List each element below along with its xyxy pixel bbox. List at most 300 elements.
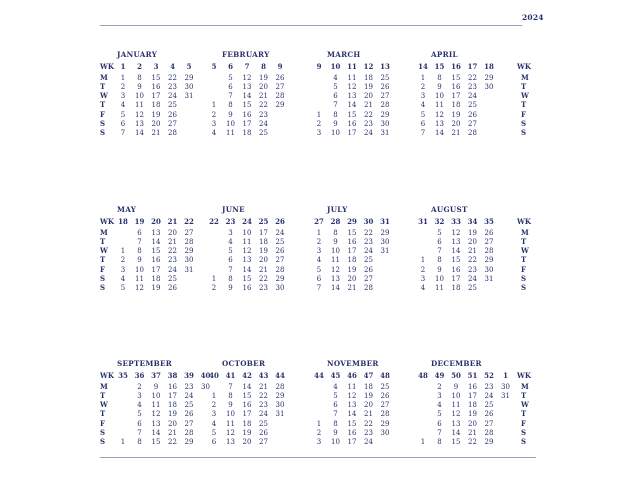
day-number: 9 bbox=[228, 110, 233, 119]
day-number: 26 bbox=[484, 228, 494, 237]
week-number: 31 bbox=[418, 217, 428, 226]
day-number: 28 bbox=[184, 429, 194, 437]
week-column-label: WK bbox=[100, 62, 114, 71]
year-label: 2024 bbox=[522, 13, 544, 22]
day-number: 5 bbox=[333, 391, 338, 400]
day-number: 25 bbox=[259, 419, 268, 428]
day-number: 23 bbox=[259, 401, 268, 410]
day-number: 4 bbox=[120, 275, 126, 283]
day-number: 13 bbox=[347, 92, 357, 101]
week-column-label: WK bbox=[517, 217, 531, 226]
month-title: NOVEMBER bbox=[327, 359, 379, 368]
month-title: AUGUST bbox=[431, 205, 468, 214]
day-number: 21 bbox=[347, 284, 357, 293]
day-number: 4 bbox=[211, 129, 217, 138]
weekday-label: T bbox=[521, 390, 527, 400]
week-number: 11 bbox=[347, 62, 357, 71]
day-number: 2 bbox=[316, 429, 322, 437]
day-number: 14 bbox=[242, 382, 252, 391]
weekday-label: M bbox=[521, 227, 529, 237]
day-number: 24 bbox=[259, 410, 268, 419]
day-number: 15 bbox=[451, 438, 461, 447]
week-column-label: WK bbox=[517, 371, 531, 380]
month-june bbox=[205, 205, 309, 305]
week-number: 41 bbox=[225, 371, 236, 380]
day-number: 27 bbox=[364, 275, 373, 283]
week-column-label: WK bbox=[100, 371, 114, 380]
day-number: 4 bbox=[333, 382, 338, 391]
day-number: 22 bbox=[259, 101, 268, 110]
day-number: 13 bbox=[451, 419, 461, 428]
day-number: 12 bbox=[451, 228, 461, 237]
day-number: 28 bbox=[364, 284, 373, 293]
weekday-label: M bbox=[100, 381, 108, 391]
day-number: 25 bbox=[275, 237, 285, 246]
weekday-label: T bbox=[100, 81, 106, 91]
day-number: 26 bbox=[468, 110, 477, 119]
day-number: 12 bbox=[451, 410, 461, 419]
day-number: 18 bbox=[242, 419, 252, 428]
day-number: 10 bbox=[135, 92, 144, 101]
day-number: 23 bbox=[259, 284, 268, 293]
day-number: 23 bbox=[168, 256, 177, 265]
day-number: 15 bbox=[151, 247, 161, 256]
day-number: 26 bbox=[168, 284, 177, 293]
week-number: 9 bbox=[277, 62, 283, 71]
day-number: 28 bbox=[168, 129, 177, 138]
day-number: 13 bbox=[135, 120, 144, 128]
day-number: 18 bbox=[451, 101, 461, 110]
weekday-label: S bbox=[100, 283, 106, 293]
day-number: 17 bbox=[347, 247, 357, 256]
day-number: 12 bbox=[242, 247, 252, 256]
day-number: 25 bbox=[364, 256, 373, 265]
day-number: 9 bbox=[437, 82, 442, 91]
day-number: 4 bbox=[420, 101, 426, 110]
day-number: 13 bbox=[242, 256, 252, 265]
month-title: OCTOBER bbox=[222, 359, 266, 368]
day-number: 30 bbox=[484, 82, 494, 91]
day-number: 10 bbox=[451, 391, 461, 400]
day-number: 10 bbox=[226, 410, 235, 419]
day-number: 23 bbox=[468, 265, 477, 274]
day-number: 29 bbox=[380, 228, 390, 237]
week-number: 49 bbox=[434, 371, 445, 380]
day-number: 19 bbox=[364, 82, 373, 91]
day-number: 15 bbox=[151, 73, 161, 82]
month-july bbox=[310, 205, 414, 305]
day-number: 29 bbox=[484, 73, 494, 82]
weekday-label: W bbox=[100, 91, 108, 101]
day-number: 23 bbox=[364, 120, 373, 128]
day-number: 15 bbox=[242, 275, 252, 283]
weekday-label: W bbox=[521, 400, 529, 410]
day-number: 6 bbox=[228, 82, 233, 91]
day-number: 31 bbox=[501, 391, 510, 400]
day-number: 12 bbox=[135, 284, 144, 293]
day-number: 19 bbox=[468, 228, 477, 237]
week-number: 12 bbox=[363, 62, 374, 71]
day-number: 16 bbox=[242, 401, 252, 410]
day-number: 11 bbox=[347, 382, 357, 391]
day-number: 30 bbox=[184, 256, 194, 265]
week-number: 15 bbox=[434, 62, 445, 71]
day-number: 29 bbox=[484, 256, 494, 265]
day-number: 11 bbox=[435, 284, 444, 293]
day-number: 3 bbox=[316, 129, 322, 138]
day-number: 26 bbox=[380, 391, 390, 400]
day-number: 31 bbox=[484, 275, 494, 283]
day-number: 19 bbox=[468, 410, 477, 419]
day-number: 13 bbox=[331, 275, 340, 283]
day-number: 22 bbox=[364, 228, 373, 237]
day-number: 5 bbox=[437, 228, 442, 237]
weekday-label: S bbox=[100, 274, 106, 283]
day-number: 27 bbox=[380, 92, 390, 101]
week-number: 35 bbox=[118, 371, 128, 380]
week-number: 38 bbox=[167, 371, 178, 380]
weekday-label: M bbox=[521, 72, 529, 82]
day-number: 9 bbox=[153, 382, 159, 391]
day-number: 8 bbox=[333, 228, 338, 237]
day-number: 16 bbox=[347, 237, 357, 246]
day-number: 21 bbox=[168, 237, 177, 246]
day-number: 17 bbox=[242, 410, 252, 419]
week-number: 20 bbox=[151, 217, 161, 226]
weekday-label: S bbox=[521, 274, 527, 283]
month-october bbox=[205, 359, 309, 459]
day-number: 27 bbox=[484, 419, 494, 428]
day-number: 1 bbox=[420, 438, 426, 447]
day-number: 25 bbox=[380, 73, 390, 82]
day-number: 3 bbox=[120, 265, 126, 274]
day-number: 1 bbox=[316, 419, 322, 428]
day-number: 29 bbox=[275, 275, 285, 283]
day-number: 7 bbox=[437, 247, 442, 256]
day-number: 27 bbox=[484, 237, 494, 246]
week-number: 9 bbox=[316, 62, 322, 71]
day-number: 30 bbox=[380, 120, 390, 128]
day-number: 26 bbox=[275, 247, 285, 256]
day-number: 10 bbox=[331, 438, 340, 447]
day-number: 15 bbox=[242, 101, 252, 110]
day-number: 10 bbox=[331, 247, 340, 256]
day-number: 10 bbox=[435, 275, 444, 283]
week-number: 25 bbox=[258, 217, 269, 226]
day-number: 30 bbox=[201, 382, 210, 391]
day-number: 18 bbox=[151, 101, 161, 110]
month-title: MARCH bbox=[327, 50, 361, 59]
day-number: 19 bbox=[151, 284, 161, 293]
day-number: 16 bbox=[347, 429, 357, 437]
day-number: 6 bbox=[333, 401, 338, 410]
day-number: 27 bbox=[380, 401, 390, 410]
week-number: 18 bbox=[484, 62, 494, 71]
day-number: 17 bbox=[451, 275, 461, 283]
day-number: 24 bbox=[364, 438, 373, 447]
day-number: 28 bbox=[484, 247, 494, 256]
day-number: 3 bbox=[316, 247, 322, 256]
day-number: 21 bbox=[259, 265, 268, 274]
day-number: 25 bbox=[484, 401, 494, 410]
day-number: 8 bbox=[333, 110, 338, 119]
day-number: 25 bbox=[168, 101, 177, 110]
day-number: 8 bbox=[228, 391, 233, 400]
week-column-label: WK bbox=[100, 217, 114, 226]
day-number: 20 bbox=[364, 92, 373, 101]
day-number: 13 bbox=[451, 237, 461, 246]
day-number: 29 bbox=[380, 110, 390, 119]
day-number: 24 bbox=[259, 120, 268, 128]
week-number: 10 bbox=[330, 62, 341, 71]
day-number: 23 bbox=[184, 382, 194, 391]
day-number: 21 bbox=[468, 247, 477, 256]
day-number: 14 bbox=[435, 129, 444, 138]
day-number: 16 bbox=[451, 82, 461, 91]
day-number: 12 bbox=[151, 410, 161, 419]
day-number: 25 bbox=[259, 129, 268, 138]
month-title: SEPTEMBER bbox=[117, 359, 173, 368]
day-number: 20 bbox=[168, 419, 177, 428]
day-number: 4 bbox=[211, 419, 217, 428]
day-number: 28 bbox=[184, 237, 194, 246]
week-number: 13 bbox=[380, 62, 390, 71]
day-number: 4 bbox=[120, 101, 126, 110]
week-number: 21 bbox=[167, 217, 178, 226]
week-number: 48 bbox=[380, 371, 390, 380]
day-number: 31 bbox=[380, 129, 390, 138]
day-number: 27 bbox=[275, 82, 285, 91]
day-number: 7 bbox=[120, 129, 126, 138]
week-number: 48 bbox=[418, 371, 428, 380]
day-number: 28 bbox=[275, 265, 285, 274]
day-number: 9 bbox=[437, 265, 442, 274]
week-number: 4 bbox=[170, 62, 175, 71]
day-number: 29 bbox=[184, 247, 194, 256]
month-december bbox=[414, 359, 531, 459]
day-number: 5 bbox=[228, 247, 233, 256]
week-number: 1 bbox=[503, 371, 508, 380]
week-number: 8 bbox=[261, 62, 266, 71]
day-number: 22 bbox=[168, 73, 177, 82]
week-number: 31 bbox=[380, 217, 390, 226]
day-number: 17 bbox=[151, 265, 161, 274]
day-number: 28 bbox=[468, 129, 477, 138]
day-number: 5 bbox=[316, 265, 322, 274]
day-number: 22 bbox=[259, 275, 268, 283]
week-number: 51 bbox=[467, 371, 478, 380]
day-number: 14 bbox=[135, 129, 144, 138]
weekday-label: F bbox=[100, 418, 105, 428]
day-number: 15 bbox=[451, 256, 461, 265]
week-number: 27 bbox=[314, 217, 324, 226]
weekday-label: S bbox=[100, 119, 106, 128]
day-number: 7 bbox=[420, 129, 426, 138]
day-number: 7 bbox=[228, 382, 233, 391]
day-number: 6 bbox=[211, 438, 217, 447]
weekday-label: F bbox=[521, 109, 526, 119]
day-number: 17 bbox=[259, 228, 268, 237]
day-number: 27 bbox=[184, 228, 194, 237]
month-january bbox=[100, 50, 204, 150]
day-number: 3 bbox=[137, 391, 142, 400]
day-number: 28 bbox=[484, 429, 494, 437]
day-number: 29 bbox=[184, 438, 194, 447]
day-number: 10 bbox=[226, 120, 235, 128]
day-number: 17 bbox=[347, 438, 357, 447]
day-number: 21 bbox=[259, 382, 268, 391]
day-number: 15 bbox=[242, 391, 252, 400]
day-number: 20 bbox=[451, 120, 461, 128]
day-number: 18 bbox=[168, 401, 177, 410]
day-number: 20 bbox=[347, 275, 357, 283]
day-number: 9 bbox=[333, 237, 338, 246]
day-number: 28 bbox=[380, 101, 390, 110]
weekday-label: T bbox=[100, 100, 106, 110]
day-number: 3 bbox=[211, 120, 217, 128]
day-number: 16 bbox=[468, 382, 477, 391]
day-number: 26 bbox=[380, 82, 390, 91]
day-number: 24 bbox=[364, 129, 373, 138]
day-number: 5 bbox=[120, 284, 126, 293]
day-number: 25 bbox=[468, 101, 477, 110]
day-number: 20 bbox=[468, 419, 477, 428]
week-number: 33 bbox=[451, 217, 461, 226]
weekday-label: M bbox=[521, 381, 529, 391]
week-number: 3 bbox=[153, 62, 159, 71]
month-august bbox=[414, 205, 531, 305]
day-number: 4 bbox=[437, 401, 442, 410]
day-number: 13 bbox=[242, 82, 252, 91]
day-number: 15 bbox=[451, 73, 461, 82]
day-number: 7 bbox=[333, 101, 338, 110]
week-number: 29 bbox=[347, 217, 357, 226]
weekday-label: W bbox=[521, 246, 529, 256]
day-number: 25 bbox=[380, 382, 390, 391]
day-number: 12 bbox=[226, 429, 235, 437]
weekday-label: F bbox=[100, 109, 105, 119]
day-number: 11 bbox=[226, 419, 235, 428]
day-number: 9 bbox=[137, 256, 142, 265]
week-number: 46 bbox=[347, 371, 357, 380]
day-number: 26 bbox=[275, 73, 285, 82]
day-number: 6 bbox=[420, 120, 426, 128]
day-number: 11 bbox=[451, 401, 461, 410]
weekday-label: S bbox=[521, 119, 527, 128]
day-number: 16 bbox=[347, 120, 357, 128]
day-number: 14 bbox=[451, 247, 461, 256]
day-number: 18 bbox=[364, 382, 373, 391]
day-number: 3 bbox=[316, 438, 322, 447]
day-number: 13 bbox=[151, 419, 161, 428]
day-number: 1 bbox=[120, 438, 126, 447]
day-number: 13 bbox=[347, 401, 357, 410]
day-number: 10 bbox=[435, 92, 444, 101]
day-number: 24 bbox=[484, 391, 494, 400]
week-number: 32 bbox=[434, 217, 445, 226]
month-title: JUNE bbox=[222, 205, 245, 214]
day-number: 2 bbox=[120, 256, 126, 265]
top-tab bbox=[508, 25, 532, 35]
day-number: 11 bbox=[331, 256, 340, 265]
day-number: 12 bbox=[347, 391, 357, 400]
month-november bbox=[310, 359, 414, 459]
weekday-label: W bbox=[521, 91, 529, 101]
day-number: 6 bbox=[120, 120, 126, 128]
day-number: 1 bbox=[211, 391, 217, 400]
day-number: 9 bbox=[333, 429, 338, 437]
week-number: 35 bbox=[484, 217, 494, 226]
day-number: 27 bbox=[184, 419, 194, 428]
day-number: 24 bbox=[168, 265, 177, 274]
day-number: 15 bbox=[347, 419, 357, 428]
week-number: 22 bbox=[209, 217, 219, 226]
day-number: 5 bbox=[228, 73, 233, 82]
day-number: 6 bbox=[228, 256, 233, 265]
month-title: MAY bbox=[117, 205, 137, 214]
day-number: 21 bbox=[168, 429, 177, 437]
week-number: 24 bbox=[242, 217, 252, 226]
day-number: 16 bbox=[168, 382, 177, 391]
day-number: 9 bbox=[137, 82, 142, 91]
day-number: 21 bbox=[259, 92, 268, 101]
day-number: 10 bbox=[242, 228, 252, 237]
day-number: 24 bbox=[364, 247, 373, 256]
day-number: 14 bbox=[347, 101, 357, 110]
day-number: 6 bbox=[437, 419, 442, 428]
day-number: 30 bbox=[501, 382, 510, 391]
day-number: 22 bbox=[468, 256, 477, 265]
day-number: 1 bbox=[120, 73, 126, 82]
day-number: 29 bbox=[275, 101, 285, 110]
day-number: 17 bbox=[168, 391, 177, 400]
week-number: 28 bbox=[330, 217, 341, 226]
day-number: 3 bbox=[228, 228, 233, 237]
day-number: 12 bbox=[435, 110, 444, 119]
day-number: 14 bbox=[347, 410, 357, 419]
day-number: 11 bbox=[435, 101, 444, 110]
month-april bbox=[414, 50, 531, 150]
day-number: 11 bbox=[226, 129, 235, 138]
day-number: 7 bbox=[228, 265, 233, 274]
day-number: 4 bbox=[137, 401, 142, 410]
day-number: 19 bbox=[347, 265, 357, 274]
day-number: 14 bbox=[151, 237, 161, 246]
week-number: 42 bbox=[242, 371, 252, 380]
day-number: 22 bbox=[168, 438, 177, 447]
weekday-label: S bbox=[100, 128, 106, 138]
day-number: 20 bbox=[259, 82, 268, 91]
day-number: 8 bbox=[137, 73, 142, 82]
day-number: 14 bbox=[242, 265, 252, 274]
week-number: 5 bbox=[211, 62, 217, 71]
day-number: 3 bbox=[420, 275, 426, 283]
weekday-label: S bbox=[521, 128, 527, 138]
day-number: 1 bbox=[211, 275, 217, 283]
day-number: 6 bbox=[137, 228, 142, 237]
day-number: 12 bbox=[242, 73, 252, 82]
day-number: 4 bbox=[420, 284, 426, 293]
week-number: 45 bbox=[330, 371, 341, 380]
day-number: 2 bbox=[316, 237, 322, 246]
day-number: 4 bbox=[228, 237, 233, 246]
day-number: 1 bbox=[316, 110, 322, 119]
day-number: 15 bbox=[347, 228, 357, 237]
day-number: 7 bbox=[137, 429, 142, 437]
weekday-label: T bbox=[100, 409, 106, 419]
day-number: 17 bbox=[347, 129, 357, 138]
weekday-label: W bbox=[100, 246, 108, 256]
